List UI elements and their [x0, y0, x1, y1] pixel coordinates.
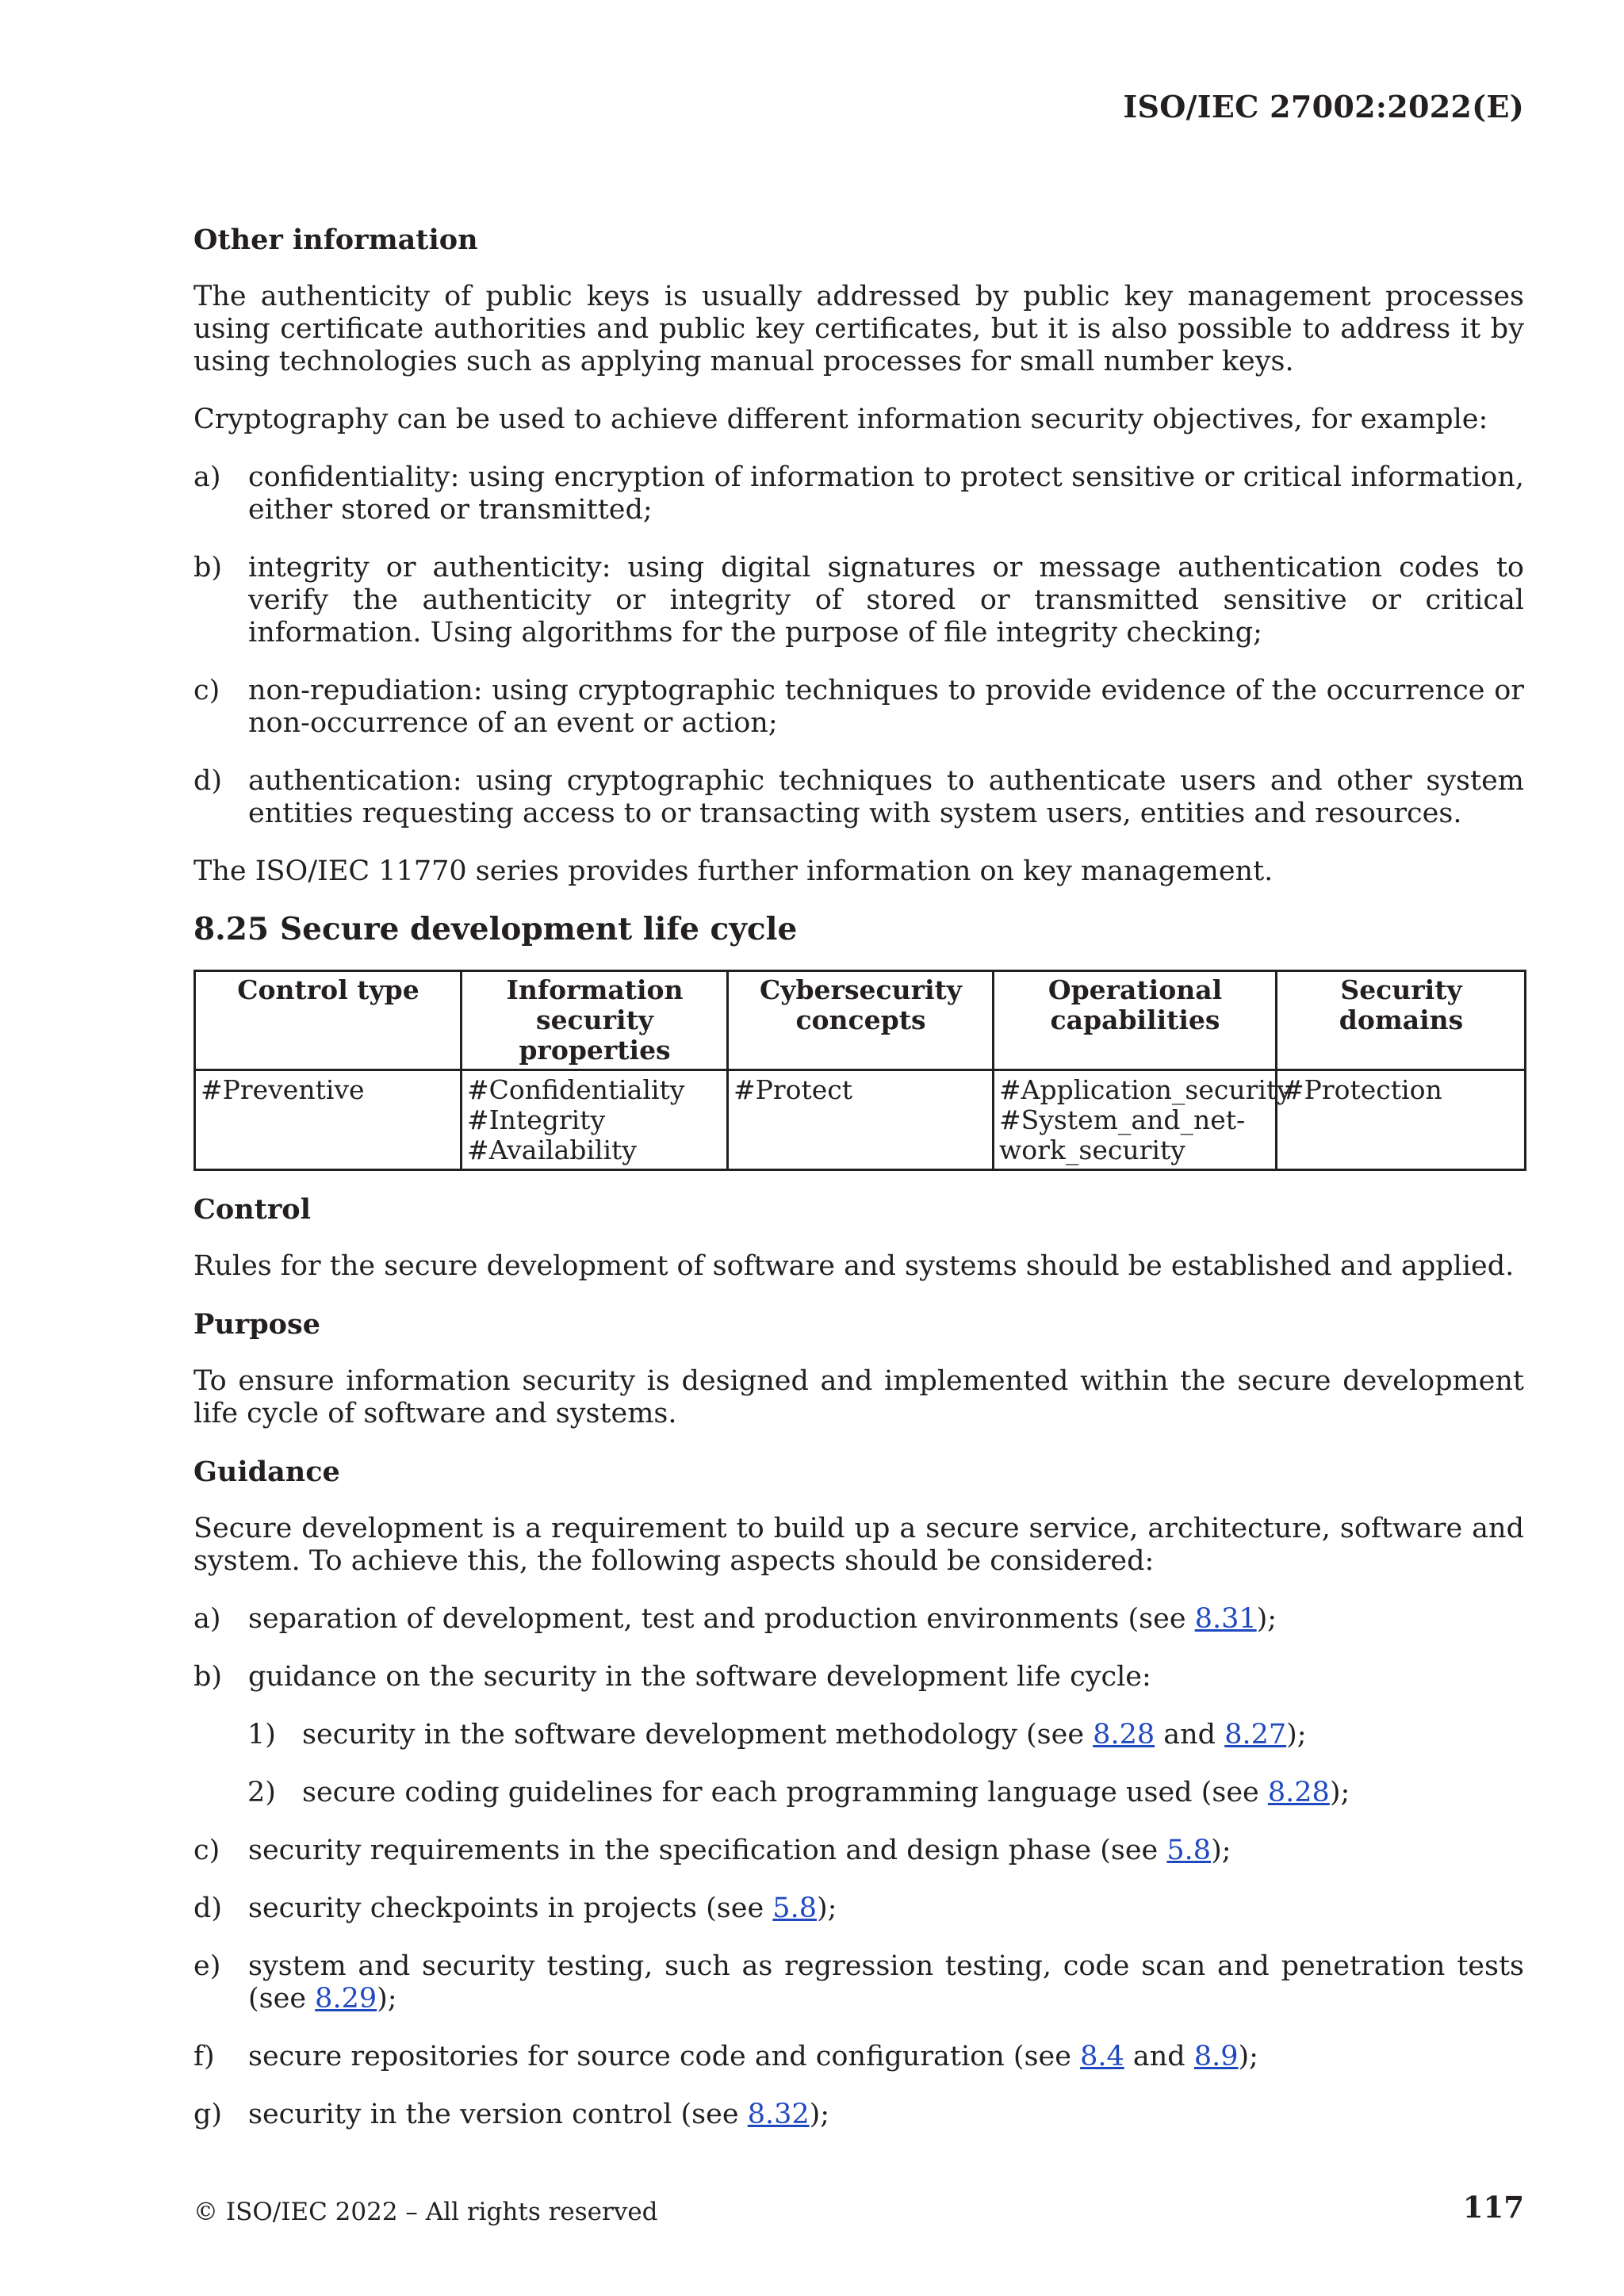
document-id-header: ISO/IEC 27002:2022(E)	[1123, 89, 1524, 124]
section-heading	[193, 913, 1524, 946]
table-row	[195, 1070, 1526, 1170]
list-item: e) system and security testing, such as regression testing, code scan and penetration tests (see 8.29);	[193, 1950, 1524, 2015]
list-marker: 1)	[247, 1719, 276, 1751]
sub-list-item: 2) secure coding guidelines for each programming language used (see 8.28);	[247, 1777, 1350, 1808]
list-marker: a)	[193, 1603, 221, 1635]
list-marker: a)	[193, 461, 221, 493]
list-item: g) security in the version control (see 8.32);	[193, 2099, 830, 2130]
cross-reference-link[interactable]: 8.4	[1080, 2041, 1124, 2072]
column-header-information-security-properties: Information security properties	[462, 971, 728, 1070]
sub-list-item: 1) security in the software development methodology (see 8.28 and 8.27);	[247, 1719, 1307, 1751]
guidance-intro: Secure development is a requirement to build up a secure service, architecture, software and system. To achieve this, the following aspects should be considered:	[193, 1513, 1524, 1577]
paragraph: The ISO/IEC 11770 series provides further information on key management.	[193, 855, 1274, 887]
list-marker: d)	[193, 1892, 223, 1924]
list-item	[193, 552, 1524, 649]
list-marker: g)	[193, 2099, 223, 2130]
table-header-row	[195, 971, 1526, 1070]
table-cell-security-domains: #Protection	[1277, 1070, 1526, 1170]
column-header-cybersecurity-concepts: Cybersecurity concepts	[728, 971, 994, 1070]
list-item	[193, 765, 1524, 830]
list-marker: b)	[193, 552, 223, 584]
table-cell-operational-capabilities: #Application_security #System_and_net- work_security	[994, 1070, 1277, 1170]
section-number: 8.25	[193, 911, 269, 947]
cross-reference-link[interactable]: 8.9	[1193, 2041, 1239, 2072]
list-marker: 2)	[247, 1777, 276, 1808]
paragraph: Cryptography can be used to achieve different information security objectives, for example:	[193, 404, 1488, 435]
attributes-table	[193, 970, 1526, 1171]
column-header-operational-capabilities: Operational capabilities	[994, 971, 1277, 1070]
list-marker: c)	[193, 1835, 220, 1866]
list-item: b) guidance on the security in the software development life cycle:	[193, 1661, 1151, 1693]
list-item: a) separation of development, test and production environments (see 8.31);	[193, 1603, 1277, 1635]
cross-reference-link[interactable]: 8.28	[1267, 1777, 1330, 1808]
list-marker: d)	[193, 765, 223, 797]
cross-reference-link[interactable]: 8.27	[1224, 1719, 1287, 1751]
list-marker: c)	[193, 675, 220, 706]
cross-reference-link[interactable]: 5.8	[772, 1892, 817, 1924]
table-cell-security-properties: #Confidentiality #Integrity #Availability	[462, 1070, 728, 1170]
list-marker: b)	[193, 1661, 223, 1693]
cross-reference-link[interactable]: 8.29	[315, 1983, 377, 2015]
purpose-heading: Purpose	[193, 1308, 320, 1341]
page-content	[193, 224, 1524, 2156]
table-cell-control-type: #Preventive	[195, 1070, 462, 1170]
other-information-heading: Other information	[193, 224, 478, 256]
control-heading: Control	[193, 1193, 311, 1226]
section-title: Secure development life cycle	[280, 911, 798, 947]
list-item: c) security requirements in the specification and design phase (see 5.8);	[193, 1835, 1231, 1866]
cross-reference-link[interactable]: 5.8	[1166, 1835, 1212, 1866]
cross-reference-link[interactable]: 8.31	[1194, 1603, 1257, 1635]
list-item-text: integrity or authenticity: using digital signatures or message authentication codes to verify the authenticity or integrity of stored or transmitted sensitive or critical information. Using algorithms for the purpose of file integrity checking;	[248, 552, 1524, 649]
paragraph: The authenticity of public keys is usually addressed by public key management processes using certificate authorities and public key certificates, but it is also possible to address it by using technologies such as applying manual processes for small number keys.	[193, 281, 1524, 377]
list-marker: f)	[193, 2041, 215, 2072]
list-item: d) security checkpoints in projects (see 5.8);	[193, 1892, 837, 1924]
column-header-security-domains: Security domains	[1277, 971, 1526, 1070]
cross-reference-link[interactable]: 8.32	[747, 2099, 810, 2130]
list-item	[193, 461, 1524, 526]
list-item-text: authentication: using cryptographic techniques to authenticate users and other system entities requesting access to or transacting with system users, entities and resources.	[248, 765, 1524, 829]
column-header-control-type: Control type	[195, 971, 462, 1070]
copyright-footer: © ISO/IEC 2022 – All rights reserved	[193, 2198, 658, 2226]
table-cell-cybersecurity-concepts: #Protect	[728, 1070, 994, 1170]
control-text: Rules for the secure development of software and systems should be established and applied.	[193, 1250, 1515, 1282]
list-item: f) secure repositories for source code and configuration (see 8.4 and 8.9);	[193, 2041, 1258, 2072]
list-item-text: non-repudiation: using cryptographic techniques to provide evidence of the occurrence or non-occurrence of an event or action;	[248, 675, 1524, 739]
guidance-heading: Guidance	[193, 1456, 340, 1488]
list-item	[193, 675, 1524, 740]
page-number: 117	[1462, 2190, 1524, 2225]
list-item-text: confidentiality: using encryption of information to protect sensitive or critical information, either stored or transmitted;	[248, 461, 1524, 526]
purpose-text: To ensure information security is designed and implemented within the secure development life cycle of software and systems.	[193, 1365, 1524, 1429]
list-marker: e)	[193, 1950, 221, 1982]
cross-reference-link[interactable]: 8.28	[1093, 1719, 1155, 1751]
